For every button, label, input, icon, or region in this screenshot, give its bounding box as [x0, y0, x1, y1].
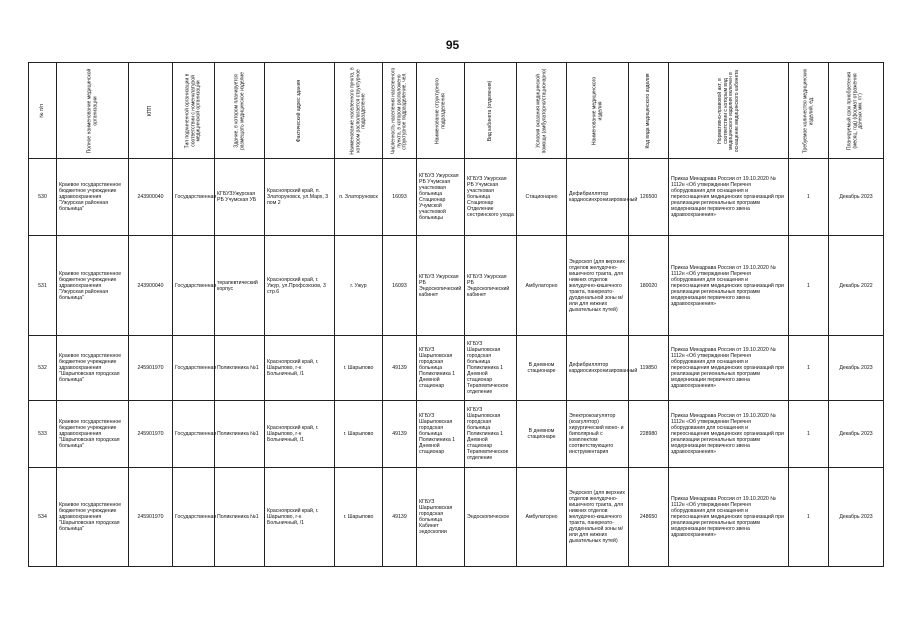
row-number: 533	[29, 401, 57, 468]
locality: г. Шарыпово	[335, 336, 383, 401]
device: Эндоскоп (для верхних отделов желудочно-кишечного тракта, для нижних отделов желудочно-кишечного тракта, панкреато-дуоденальной зоны м/или для нижних дыхательных путей)	[567, 236, 629, 336]
device-code: 248650	[629, 468, 669, 567]
cabinet: КГБУЗ Шарыповская городская больница Поликлиника 1 Дневной стационар Терапевтическое отделение	[465, 401, 517, 468]
org-type: Государственная	[173, 468, 215, 567]
device: Эндоскоп (для верхних отделов желудочно-кишечного тракта, для нижних отделов желудочно-кишечного тракта, панкреато-дуоденальной зоны м/или для нижних дыхательных путей)	[567, 468, 629, 567]
building: Поликлиника №1	[215, 401, 265, 468]
org-type: Государственная	[173, 401, 215, 468]
header-cell: Нормативно-правовой акт, в соответствии с которым вид медицинского изделия включен в оснащение медицинского кабинета	[669, 63, 789, 159]
unit: КГБУЗ Ужурская РБ Учумская участковая больница Стационар Учумской участковой больницы	[417, 159, 465, 236]
legal-act: Приказ Минздрава России от 19.10.2020 № 1112н «Об утверждении Перечня оборудования для оснащения и переоснащения медицинских организаций при реализации региональных программ модернизации первичного звена здравоохранения»	[669, 236, 789, 336]
conditions: Амбулаторно	[517, 468, 567, 567]
planned-date: Декабрь 2023	[829, 159, 884, 236]
table-row	[29, 468, 884, 567]
planned-date: Декабрь 2023	[829, 468, 884, 567]
header-cell: Наименование населенного пункта, в котором располагается структурное подразделение	[335, 63, 383, 159]
org-type: Государственная	[173, 236, 215, 336]
building: Поликлиника №1	[215, 468, 265, 567]
quantity: 1	[789, 236, 829, 336]
locality: г. Шарыпово	[335, 401, 383, 468]
org-name: Краевое государственное бюджетное учреждение здравоохранения "Шарыповская городская больница"	[57, 401, 129, 468]
header-cell: Вид кабинета (отделения)	[465, 63, 517, 159]
conditions: Стационарно	[517, 159, 567, 236]
kpp: 245901970	[129, 468, 173, 567]
table-row	[29, 336, 884, 401]
header-cell: Численность населения населенного пункта, в котором расположено структурное подразделение, чел.	[383, 63, 417, 159]
kpp: 245901970	[129, 336, 173, 401]
conditions: В дневном стационаре	[517, 401, 567, 468]
device: Дефибриллятор кардиосинхронизированный	[567, 159, 629, 236]
planned-date: Декабрь 2022	[829, 236, 884, 336]
address: Красноярский край, г. Ужур, ул.Профсоюзов, 3 стр.6	[265, 236, 335, 336]
building: терапевтический корпус	[215, 236, 265, 336]
header-cell: Здание, в котором планируется размещать медицинское изделие	[215, 63, 265, 159]
population: 16093	[383, 236, 417, 336]
header-cell: Тип подчиненной организации в соответствии с номенклатурой медицинской организации	[173, 63, 215, 159]
kpp: 243900040	[129, 159, 173, 236]
device-code: 119850	[629, 336, 669, 401]
header-cell: Наименование медицинского изделия	[567, 63, 629, 159]
building: Поликлиника №1	[215, 336, 265, 401]
locality: г. Шарыпово	[335, 468, 383, 567]
legal-act: Приказ Минздрава России от 19.10.2020 № 1112н «Об утверждении Перечня оборудования для оснащения и переоснащения медицинских организаций при реализации региональных программ модернизации первичного звена здравоохранения»	[669, 468, 789, 567]
device: Дефибриллятор кардиосинхронизированный	[567, 336, 629, 401]
address: Красноярский край, г. Шарыпово, г-к Больничный, /1	[265, 468, 335, 567]
row-number: 532	[29, 336, 57, 401]
header-cell: Код вида медицинского изделия	[629, 63, 669, 159]
quantity: 1	[789, 468, 829, 567]
cabinet: Эндоскопическое	[465, 468, 517, 567]
quantity: 1	[789, 401, 829, 468]
population: 49139	[383, 401, 417, 468]
equipment-table	[28, 62, 884, 567]
locality: п. Златоруновск	[335, 159, 383, 236]
table-row	[29, 401, 884, 468]
locality: г. Ужур	[335, 236, 383, 336]
org-name: Краевое государственное бюджетное учреждение здравоохранения "Шарыповская городская больница"	[57, 336, 129, 401]
table-row	[29, 236, 884, 336]
org-type: Государственная	[173, 336, 215, 401]
header-cell: Требуемое количество медицинских изделий, ед.	[789, 63, 829, 159]
row-number: 534	[29, 468, 57, 567]
conditions: Амбулаторно	[517, 236, 567, 336]
planned-date: Декабрь 2023	[829, 336, 884, 401]
header-cell: Наименование структурного подразделения	[417, 63, 465, 159]
header-cell: КПП	[129, 63, 173, 159]
header-cell: Условия оказания медицинской помощи (амбулаторно/стационарно)	[517, 63, 567, 159]
kpp: 243900040	[129, 236, 173, 336]
cabinet: КГБУЗ Ужурская РБ Учумская участковая больница Стационар Отделение сестринского ухода	[465, 159, 517, 236]
unit: КГБУЗ Ужурская РБ Эндоскопический кабинет	[417, 236, 465, 336]
row-number: 531	[29, 236, 57, 336]
org-name: Краевое государственное бюджетное учреждение здравоохранения "Ужурская районная больница"	[57, 159, 129, 236]
address: Красноярский край, г. Шарыпово, г-к Больничный, /1	[265, 401, 335, 468]
device-code: 126500	[629, 159, 669, 236]
table-header	[29, 63, 884, 159]
table-row	[29, 159, 884, 236]
quantity: 1	[789, 159, 829, 236]
row-number: 530	[29, 159, 57, 236]
header-cell: Фактический адрес здания	[265, 63, 335, 159]
quantity: 1	[789, 336, 829, 401]
legal-act: Приказ Минздрава России от 19.10.2020 № 1112н «Об утверждении Перечня оборудования для оснащения и переоснащения медицинских организаций при реализации региональных программ модернизации первичного звена здравоохранения»	[669, 401, 789, 468]
cabinet: КГБУЗ Ужурская РБ Эндоскопический кабинет	[465, 236, 517, 336]
header-cell: Полное наименование медицинской организации	[57, 63, 129, 159]
legal-act: Приказ Минздрава России от 19.10.2020 № 1112н «Об утверждении Перечня оборудования для оснащения и переоснащения медицинских организаций при реализации региональных программ модернизации первичного звена здравоохранения»	[669, 159, 789, 236]
page-number: 95	[445, 38, 460, 52]
org-name: Краевое государственное бюджетное учреждение здравоохранения "Ужурская районная больница"	[57, 236, 129, 336]
unit: КГБУЗ Шарыповская городская больница Поликлиника 1 Дневной стационар	[417, 401, 465, 468]
device-code: 228980	[629, 401, 669, 468]
device-code: 180020	[629, 236, 669, 336]
population: 49139	[383, 468, 417, 567]
planned-date: Декабрь 2023	[829, 401, 884, 468]
population: 16093	[383, 159, 417, 236]
population: 49139	[383, 336, 417, 401]
org-name: Краевое государственное бюджетное учреждение здравоохранения "Шарыповская городская больница"	[57, 468, 129, 567]
header-cell: № п/п	[29, 63, 57, 159]
conditions: В дневном стационаре	[517, 336, 567, 401]
legal-act: Приказ Минздрава России от 19.10.2020 № 1112н «Об утверждении Перечня оборудования для оснащения и переоснащения медицинских организаций при реализации региональных программ модернизации первичного звена здравоохранения»	[669, 336, 789, 401]
org-type: Государственная	[173, 159, 215, 236]
device: Электрокоагулятор (коагулятор) хирургический моно- и биполярный с комплектом соответствующего инструментария	[567, 401, 629, 468]
cabinet: КГБУЗ Шарыповская городская больница Поликлиника 1 Дневной стационар Терапевтическое отделение	[465, 336, 517, 401]
header-cell: Планируемый срок приобретения (месяц, год) (формат отражения данных мм. ггг)	[829, 63, 884, 159]
building: КГБУЗУжурская РБ Учумская УБ	[215, 159, 265, 236]
kpp: 245901970	[129, 401, 173, 468]
address: Красноярский край, п. Златоруновск, ул.Марх, 3 пом 2	[265, 159, 335, 236]
address: Красноярский край, г. Шарыпово, г-к Больничный, /1	[265, 336, 335, 401]
unit: КГБУЗ Шарыповская городская больница Кабинет эндоскопии	[417, 468, 465, 567]
unit: КГБУЗ Шарыповская городская больница Поликлиника 1 Дневной стационар	[417, 336, 465, 401]
